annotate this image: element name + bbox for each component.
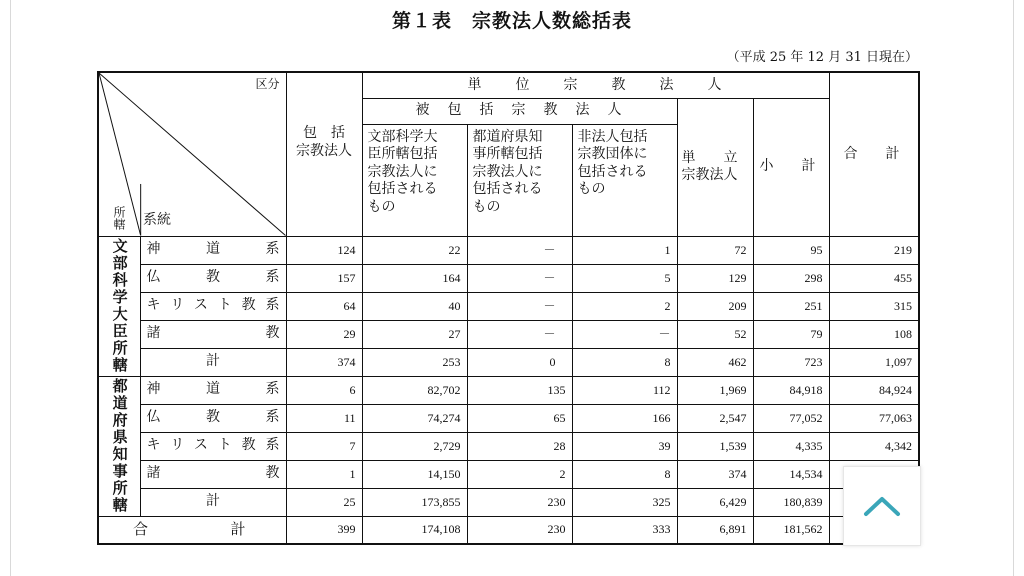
cell: 65	[467, 404, 572, 432]
cell: 129	[677, 264, 753, 292]
cell: 723	[753, 348, 829, 376]
cell: 399	[286, 516, 362, 544]
cell: 77,052	[753, 404, 829, 432]
cell: 8	[572, 348, 677, 376]
cell: 112	[572, 376, 677, 404]
cell: 64	[286, 292, 362, 320]
header-shokan: 所轄	[112, 205, 126, 230]
table-row-grand-total	[98, 516, 919, 544]
row-label: 計	[140, 348, 286, 376]
cell: 39	[572, 432, 677, 460]
table-row	[98, 404, 919, 432]
cell: 251	[753, 292, 829, 320]
cell: 219	[829, 236, 919, 264]
row-label: 諸教	[140, 460, 286, 488]
table-row	[98, 236, 919, 264]
table-row	[98, 432, 919, 460]
cell: 325	[572, 488, 677, 516]
header-kubun: 区分	[255, 77, 280, 91]
cell: 181,562	[753, 516, 829, 544]
cell: －	[467, 236, 572, 264]
header-hihojin: 非法人包括 宗教団体に 包括される もの	[572, 124, 677, 236]
table-row-subtotal	[98, 488, 919, 516]
cell: 2,729	[362, 432, 467, 460]
cell: 1	[286, 460, 362, 488]
cell: 253	[362, 348, 467, 376]
table-row	[98, 320, 919, 348]
cell: 124	[286, 236, 362, 264]
header-hihokatsu: 被 包 括 宗 教 法 人	[362, 98, 677, 124]
cell: 2	[467, 460, 572, 488]
cell: 14,150	[362, 460, 467, 488]
cell: 84,924	[829, 376, 919, 404]
religious-corporations-table	[97, 71, 920, 545]
cell: －	[572, 320, 677, 348]
row-label: 仏教系	[140, 404, 286, 432]
cell: 28	[467, 432, 572, 460]
cell: 164	[362, 264, 467, 292]
cell: 79	[753, 320, 829, 348]
cell: 8	[572, 460, 677, 488]
cell: 0	[467, 348, 572, 376]
cell: 333	[572, 516, 677, 544]
cell: 74,274	[362, 404, 467, 432]
cell: 27	[362, 320, 467, 348]
page-border-right	[1013, 0, 1014, 576]
cell: 374	[677, 460, 753, 488]
cell: 2	[572, 292, 677, 320]
row-label: 諸教	[140, 320, 286, 348]
cell: 1,097	[829, 348, 919, 376]
row-label: キリスト教系	[140, 432, 286, 460]
header-hokatsu: 包 括 宗教法人	[286, 72, 362, 236]
cell: －	[467, 264, 572, 292]
cell: 2,547	[677, 404, 753, 432]
cell: 209	[677, 292, 753, 320]
header-tanni: 単 位 宗 教 法 人	[362, 72, 829, 98]
header-keito: 系統	[143, 212, 171, 228]
cell: 6,891	[677, 516, 753, 544]
cell: －	[467, 292, 572, 320]
cell: 173,855	[362, 488, 467, 516]
cell: 1	[572, 236, 677, 264]
cell: 72	[677, 236, 753, 264]
as-of-date: （平成 25 年 12 月 31 日現在）	[726, 50, 918, 65]
table-row	[98, 264, 919, 292]
cell: 230	[467, 516, 572, 544]
cell: 4,335	[753, 432, 829, 460]
gokei-label-right: 計	[230, 520, 246, 539]
cell: 462	[677, 348, 753, 376]
table-row	[98, 376, 919, 404]
table-row	[98, 460, 919, 488]
header-monka: 文部科学大 臣所轄包括 宗教法人に 包括される もの	[362, 124, 467, 236]
cell: 157	[286, 264, 362, 292]
cell: 6	[286, 376, 362, 404]
cell: 40	[362, 292, 467, 320]
row-label: 神道系	[140, 236, 286, 264]
cell: 22	[362, 236, 467, 264]
header-shokei: 小 計	[753, 98, 829, 236]
table-row-subtotal	[98, 348, 919, 376]
cell: 77,063	[829, 404, 919, 432]
cell: 166	[572, 404, 677, 432]
header-gokei: 合 計	[829, 72, 919, 236]
cell: 180,839	[753, 488, 829, 516]
cell: 455	[829, 264, 919, 292]
cell: 230	[467, 488, 572, 516]
cell: 135	[467, 376, 572, 404]
cell: 25	[286, 488, 362, 516]
scroll-to-top-button[interactable]	[843, 466, 921, 546]
cell: 298	[753, 264, 829, 292]
chevron-up-icon	[862, 494, 902, 518]
cell: 6,429	[677, 488, 753, 516]
cell: 4,342	[829, 432, 919, 460]
cell: 174,108	[362, 516, 467, 544]
cell: 95	[753, 236, 829, 264]
row-label: 計	[140, 488, 286, 516]
diagonal-lines	[99, 73, 286, 236]
page-border-left	[10, 0, 11, 576]
group-label-todofuken: 都道府県知事所轄	[98, 376, 140, 516]
cell: 14,534	[753, 460, 829, 488]
cell: 7	[286, 432, 362, 460]
table-row	[98, 292, 919, 320]
gokei-label-left: 合	[133, 520, 149, 539]
row-label: キリスト教系	[140, 292, 286, 320]
row-label-gokei	[98, 516, 286, 544]
header-corner	[98, 72, 286, 236]
row-label: 仏教系	[140, 264, 286, 292]
header-tanritsu: 単 立 宗教法人	[677, 98, 753, 236]
cell: 82,702	[362, 376, 467, 404]
group-label-monka: 文部科学大臣所轄	[98, 236, 140, 376]
cell: 108	[829, 320, 919, 348]
cell: －	[467, 320, 572, 348]
cell: 374	[286, 348, 362, 376]
cell: 29	[286, 320, 362, 348]
header-todofuken: 都道府県知 事所轄包括 宗教法人に 包括される もの	[467, 124, 572, 236]
cell: 5	[572, 264, 677, 292]
cell: 315	[829, 292, 919, 320]
cell: 84,918	[753, 376, 829, 404]
cell: 11	[286, 404, 362, 432]
cell: 1,539	[677, 432, 753, 460]
cell: 1,969	[677, 376, 753, 404]
cell: 52	[677, 320, 753, 348]
table-title: 第１表 宗教法人数総括表	[391, 10, 632, 32]
row-label: 神道系	[140, 376, 286, 404]
